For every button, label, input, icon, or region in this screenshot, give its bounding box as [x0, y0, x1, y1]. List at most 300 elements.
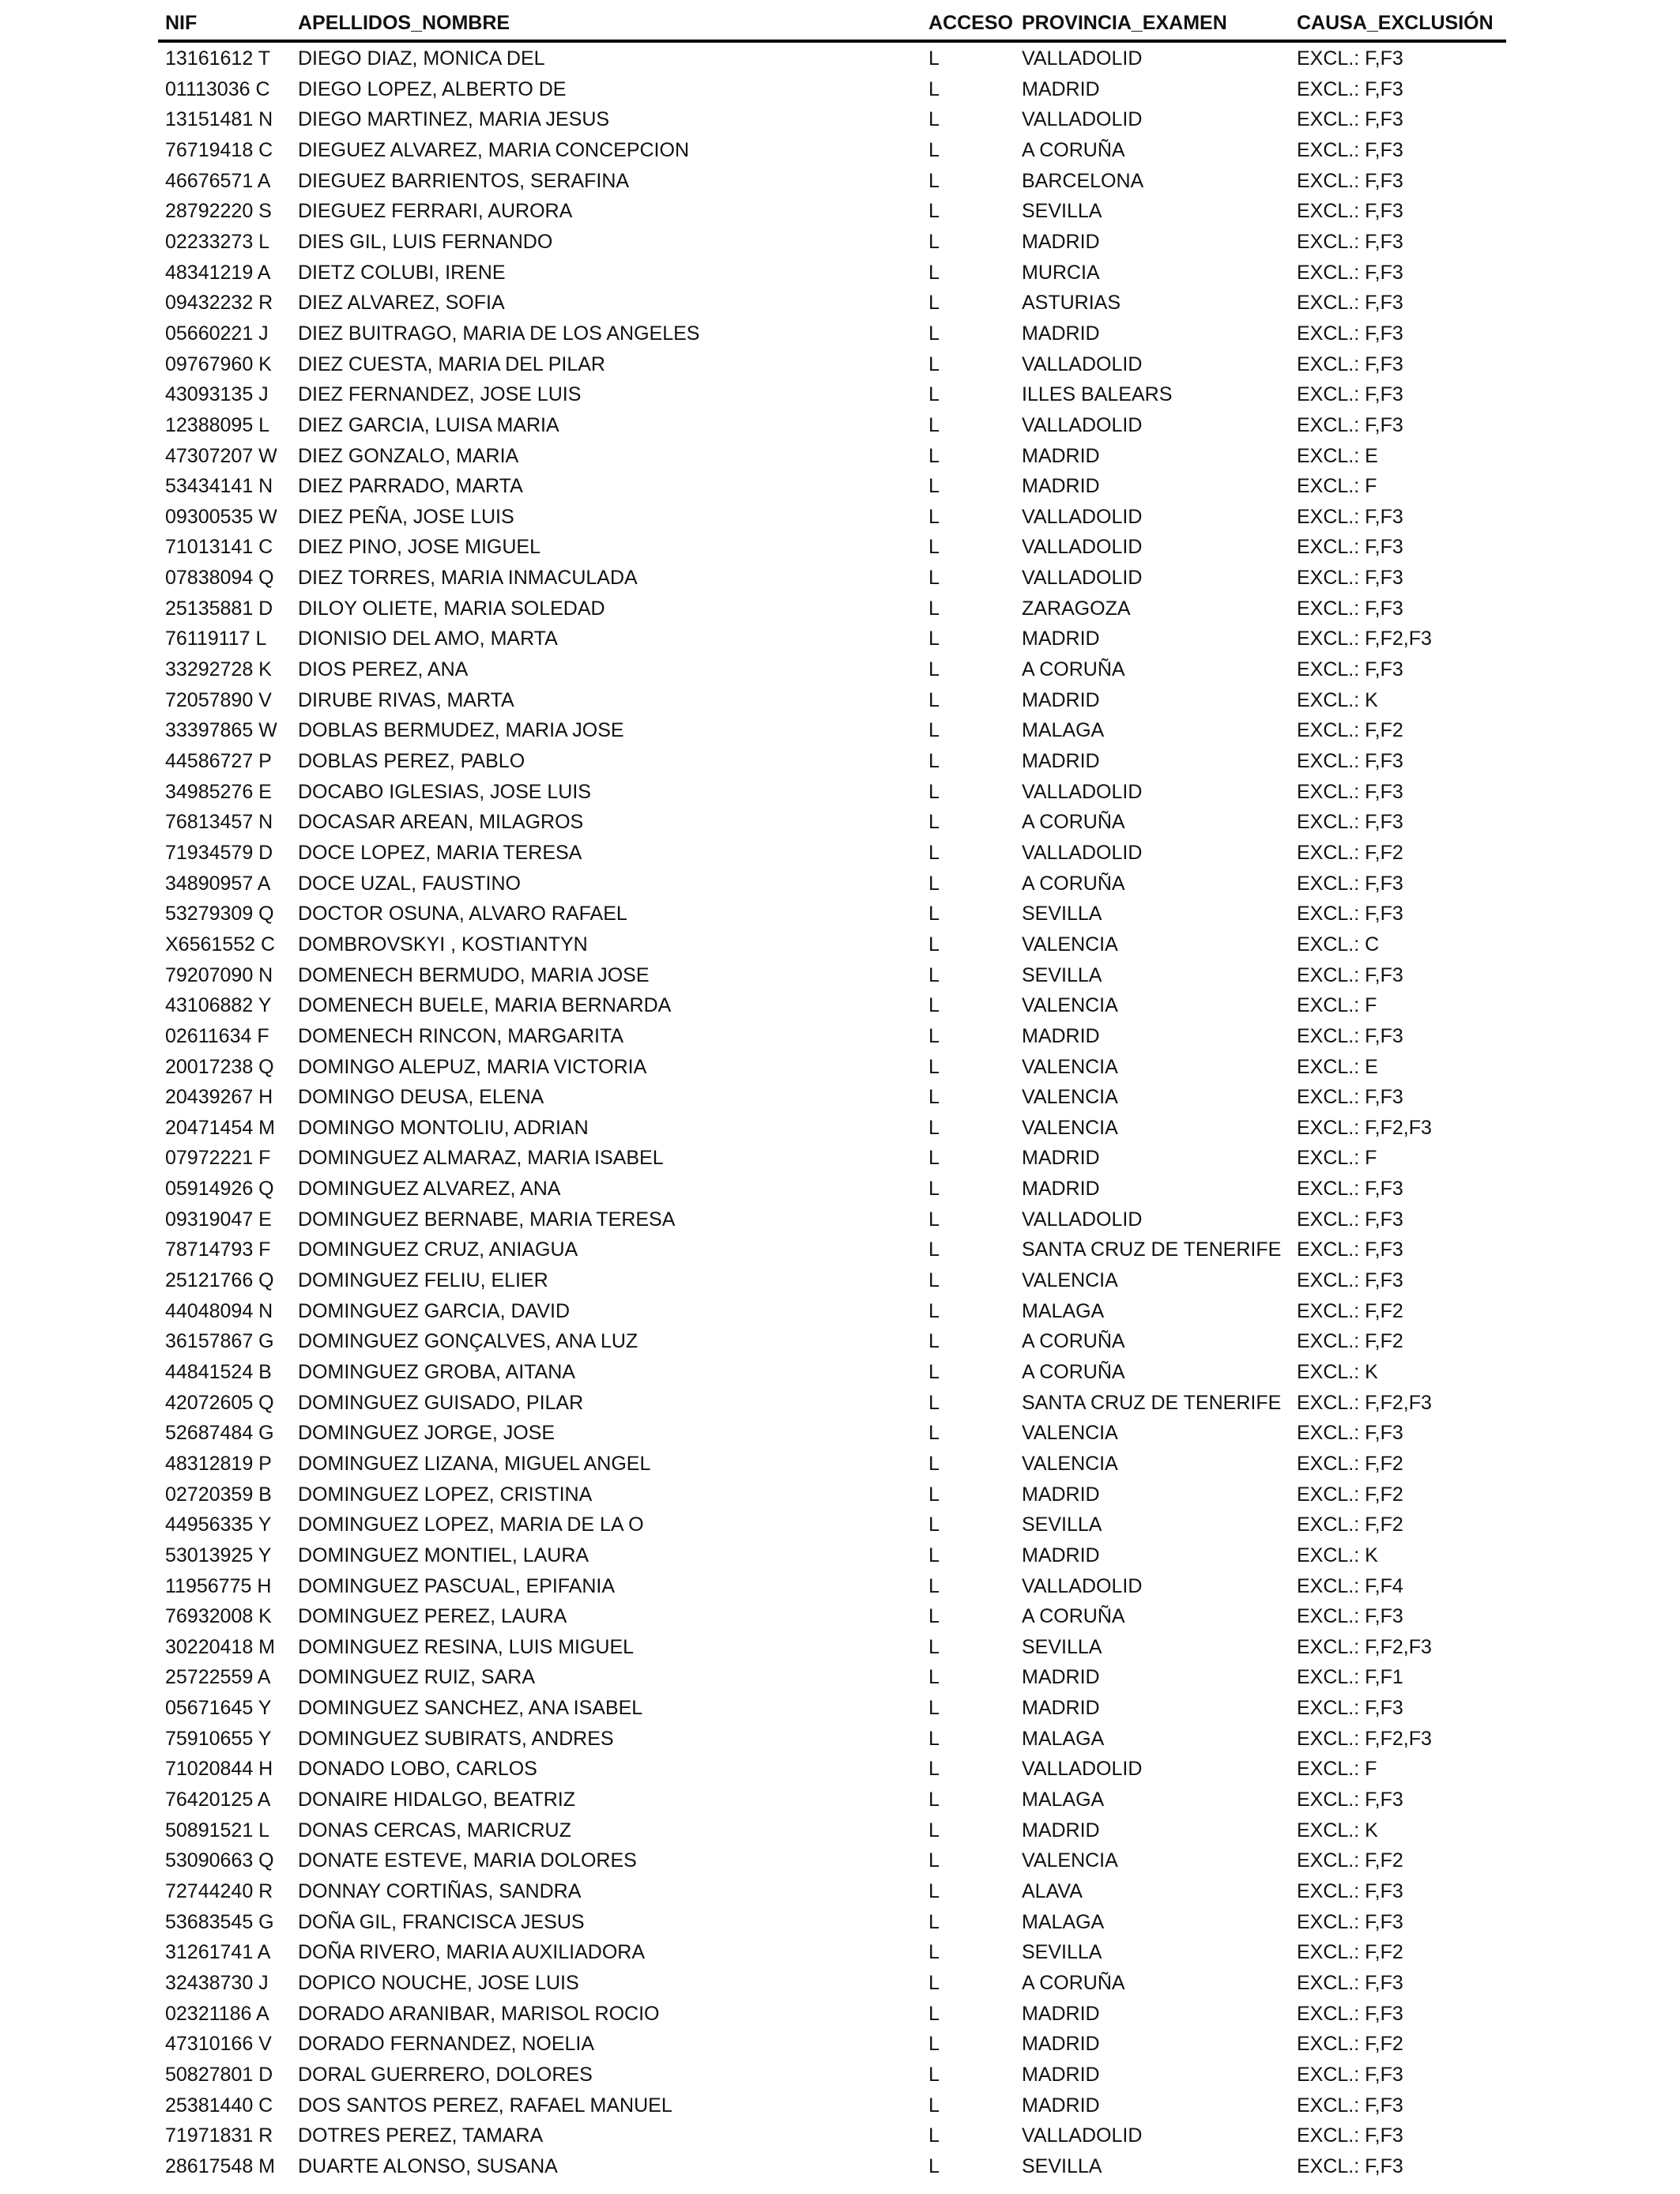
row-causa: EXCL.: F,F2	[1297, 1483, 1403, 1506]
table-row	[0, 990, 1680, 1020]
row-acceso: L	[929, 47, 940, 70]
table-row	[0, 685, 1680, 715]
row-apellidos-nombre: DONNAY CORTIÑAS, SANDRA	[298, 1880, 582, 1902]
row-causa: EXCL.: F,F3	[1297, 536, 1403, 559]
table-row	[0, 1113, 1680, 1143]
row-causa: EXCL.: F,F2,F3	[1297, 628, 1432, 650]
row-apellidos-nombre: DOTRES PEREZ, TAMARA	[298, 2124, 544, 2147]
row-apellidos-nombre: DORADO ARANIBAR, MARISOL ROCIO	[298, 2002, 660, 2025]
row-acceso: L	[929, 2063, 940, 2086]
row-acceso: L	[929, 413, 940, 436]
row-apellidos-nombre: DIEGO LOPEZ, ALBERTO DE	[298, 77, 567, 100]
row-nif: X6561552 C	[165, 933, 276, 956]
row-nif: 33292728 K	[165, 658, 272, 680]
table-row	[0, 196, 1680, 226]
table-row	[0, 2060, 1680, 2090]
table-row	[0, 1418, 1680, 1448]
row-nif: 53279309 Q	[165, 903, 274, 925]
row-nif: 11956775 H	[165, 1574, 272, 1597]
row-causa: EXCL.: F,F3	[1297, 1208, 1403, 1231]
row-provincia: ALAVA	[1022, 1880, 1083, 1902]
row-apellidos-nombre: DOÑA GIL, FRANCISCA JESUS	[298, 1910, 585, 1933]
row-nif: 07838094 Q	[165, 567, 274, 589]
row-apellidos-nombre: DOMINGUEZ GROBA, AITANA	[298, 1361, 575, 1383]
row-provincia: MADRID	[1022, 2094, 1100, 2117]
row-nif: 76932008 K	[165, 1605, 272, 1628]
row-causa: EXCL.: F,F3	[1297, 2063, 1403, 2086]
row-provincia: A CORUÑA	[1022, 811, 1125, 834]
row-causa: EXCL.: F,F3	[1297, 903, 1403, 925]
row-acceso: L	[929, 933, 940, 956]
row-provincia: VALLADOLID	[1022, 567, 1143, 589]
row-causa: EXCL.: F,F3	[1297, 47, 1403, 70]
row-apellidos-nombre: DUARTE ALONSO, SUSANA	[298, 2154, 558, 2177]
row-nif: 76719418 C	[165, 138, 273, 161]
row-provincia: A CORUÑA	[1022, 1330, 1125, 1353]
row-provincia: MADRID	[1022, 1697, 1100, 1720]
row-nif: 79207090 N	[165, 963, 273, 986]
row-nif: 53434141 N	[165, 475, 273, 498]
row-acceso: L	[929, 1666, 940, 1689]
row-provincia: VALLADOLID	[1022, 536, 1143, 559]
row-provincia: MADRID	[1022, 1147, 1100, 1170]
row-provincia: VALLADOLID	[1022, 1208, 1143, 1231]
table-row	[0, 1265, 1680, 1295]
row-apellidos-nombre: DOMINGUEZ JORGE, JOSE	[298, 1422, 556, 1445]
table-row	[0, 1937, 1680, 1967]
row-nif: 02720359 B	[165, 1483, 272, 1506]
row-apellidos-nombre: DIEZ FERNANDEZ, JOSE LUIS	[298, 383, 582, 406]
row-acceso: L	[929, 1574, 940, 1597]
row-causa: EXCL.: F	[1297, 994, 1377, 1017]
row-acceso: L	[929, 1910, 940, 1933]
row-nif: 72744240 R	[165, 1880, 273, 1902]
row-provincia: MADRID	[1022, 1178, 1100, 1200]
row-causa: EXCL.: K	[1297, 688, 1378, 711]
row-acceso: L	[929, 1269, 940, 1291]
row-apellidos-nombre: DOMINGUEZ GONÇALVES, ANA LUZ	[298, 1330, 638, 1353]
row-apellidos-nombre: DIETZ COLUBI, IRENE	[298, 261, 506, 284]
row-acceso: L	[929, 1514, 940, 1536]
row-acceso: L	[929, 719, 940, 742]
row-provincia: VALENCIA	[1022, 1086, 1118, 1109]
row-causa: EXCL.: F,F3	[1297, 963, 1403, 986]
row-acceso: L	[929, 1361, 940, 1383]
row-acceso: L	[929, 1941, 940, 1964]
row-causa: EXCL.: F,F1	[1297, 1666, 1403, 1689]
row-acceso: L	[929, 2124, 940, 2147]
row-provincia: A CORUÑA	[1022, 1971, 1125, 1994]
row-nif: 71020844 H	[165, 1758, 273, 1781]
row-apellidos-nombre: DOBLAS PEREZ, PABLO	[298, 749, 525, 772]
row-acceso: L	[929, 963, 940, 986]
row-apellidos-nombre: DOMINGO ALEPUZ, MARIA VICTORIA	[298, 1055, 647, 1078]
row-causa: EXCL.: F,F3	[1297, 352, 1403, 375]
row-nif: 53683545 G	[165, 1910, 274, 1933]
row-apellidos-nombre: DOMINGUEZ LOPEZ, MARIA DE LA O	[298, 1514, 644, 1536]
row-causa: EXCL.: F,F3	[1297, 413, 1403, 436]
row-acceso: L	[929, 108, 940, 131]
table-row	[0, 1388, 1680, 1418]
row-nif: 50827801 D	[165, 2063, 273, 2086]
row-causa: EXCL.: F,F3	[1297, 1024, 1403, 1047]
table-row	[0, 1143, 1680, 1173]
row-provincia: SANTA CRUZ DE TENERIFE	[1022, 1238, 1282, 1261]
row-acceso: L	[929, 1727, 940, 1750]
row-apellidos-nombre: DOCASAR AREAN, MILAGROS	[298, 811, 584, 834]
row-nif: 09319047 E	[165, 1208, 272, 1231]
row-acceso: L	[929, 261, 940, 284]
row-acceso: L	[929, 1789, 940, 1811]
row-provincia: VALLADOLID	[1022, 1574, 1143, 1597]
row-acceso: L	[929, 292, 940, 315]
row-provincia: MALAGA	[1022, 1299, 1105, 1322]
row-nif: 34985276 E	[165, 780, 272, 803]
row-nif: 20471454 M	[165, 1116, 276, 1139]
row-acceso: L	[929, 230, 940, 253]
row-acceso: L	[929, 505, 940, 528]
row-nif: 44841524 B	[165, 1361, 272, 1383]
row-apellidos-nombre: DOMINGUEZ GARCIA, DAVID	[298, 1299, 571, 1322]
row-causa: EXCL.: F,F3	[1297, 1697, 1403, 1720]
row-nif: 50891521 L	[165, 1819, 270, 1842]
row-causa: EXCL.: F,F3	[1297, 200, 1403, 223]
row-causa: EXCL.: F,F3	[1297, 658, 1403, 680]
table-row	[0, 1021, 1680, 1051]
row-acceso: L	[929, 138, 940, 161]
row-apellidos-nombre: DIEZ BUITRAGO, MARIA DE LOS ANGELES	[298, 322, 700, 345]
row-acceso: L	[929, 780, 940, 803]
row-apellidos-nombre: DOMENECH BUELE, MARIA BERNARDA	[298, 994, 672, 1017]
row-apellidos-nombre: DIEGUEZ ALVAREZ, MARIA CONCEPCION	[298, 138, 689, 161]
row-acceso: L	[929, 567, 940, 589]
row-nif: 13161612 T	[165, 47, 270, 70]
row-provincia: A CORUÑA	[1022, 872, 1125, 895]
row-acceso: L	[929, 1452, 940, 1475]
table-row	[0, 502, 1680, 532]
row-acceso: L	[929, 1147, 940, 1170]
row-nif: 43093135 J	[165, 383, 269, 406]
row-causa: EXCL.: F,F2	[1297, 1849, 1403, 1872]
row-causa: EXCL.: F,F3	[1297, 77, 1403, 100]
row-acceso: L	[929, 872, 940, 895]
row-causa: EXCL.: F,F3	[1297, 1910, 1403, 1933]
table-row	[0, 2151, 1680, 2181]
table-row	[0, 807, 1680, 837]
row-acceso: L	[929, 1605, 940, 1628]
table-row	[0, 1968, 1680, 1998]
row-provincia: MADRID	[1022, 444, 1100, 467]
table-row	[0, 563, 1680, 593]
table-row	[0, 1662, 1680, 1692]
row-causa: EXCL.: F,F2	[1297, 1941, 1403, 1964]
row-provincia: SEVILLA	[1022, 903, 1102, 925]
row-causa: EXCL.: F,F2	[1297, 841, 1403, 864]
row-causa: EXCL.: F,F3	[1297, 230, 1403, 253]
row-nif: 76119117 L	[165, 628, 267, 650]
row-causa: EXCL.: F,F3	[1297, 1971, 1403, 1994]
row-causa: EXCL.: F,F2,F3	[1297, 1391, 1432, 1414]
row-provincia: MADRID	[1022, 322, 1100, 345]
row-causa: EXCL.: F,F3	[1297, 1178, 1403, 1200]
row-apellidos-nombre: DOMBROVSKYI , KOSTIANTYN	[298, 933, 588, 956]
row-apellidos-nombre: DOCTOR OSUNA, ALVARO RAFAEL	[298, 903, 627, 925]
row-acceso: L	[929, 1178, 940, 1200]
row-nif: 31261741 A	[165, 1941, 271, 1964]
row-causa: EXCL.: F,F2,F3	[1297, 1635, 1432, 1658]
row-causa: EXCL.: F,F3	[1297, 1605, 1403, 1628]
table-row	[0, 1724, 1680, 1754]
row-provincia: VALENCIA	[1022, 1422, 1118, 1445]
row-acceso: L	[929, 1880, 940, 1902]
row-acceso: L	[929, 994, 940, 1017]
row-causa: EXCL.: F,F3	[1297, 1422, 1403, 1445]
table-row	[0, 471, 1680, 501]
row-nif: 09432232 R	[165, 292, 273, 315]
row-causa: EXCL.: F,F2,F3	[1297, 1727, 1432, 1750]
row-apellidos-nombre: DIEGO MARTINEZ, MARIA JESUS	[298, 108, 610, 131]
table-row	[0, 379, 1680, 409]
row-nif: 05914926 Q	[165, 1178, 274, 1200]
row-provincia: MADRID	[1022, 1819, 1100, 1842]
row-apellidos-nombre: DONADO LOBO, CARLOS	[298, 1758, 537, 1781]
row-apellidos-nombre: DIEZ TORRES, MARIA INMACULADA	[298, 567, 638, 589]
row-acceso: L	[929, 1208, 940, 1231]
table-row	[0, 1815, 1680, 1845]
row-apellidos-nombre: DOMINGUEZ ALMARAZ, MARIA ISABEL	[298, 1147, 664, 1170]
row-provincia: SEVILLA	[1022, 1941, 1102, 1964]
row-provincia: VALENCIA	[1022, 1055, 1118, 1078]
row-apellidos-nombre: DOMENECH BERMUDO, MARIA JOSE	[298, 963, 650, 986]
row-nif: 48312819 P	[165, 1452, 272, 1475]
row-causa: EXCL.: F,F3	[1297, 597, 1403, 620]
table-row	[0, 349, 1680, 379]
table-row	[0, 2120, 1680, 2151]
table-row	[0, 1601, 1680, 1631]
table-row	[0, 624, 1680, 654]
row-causa: EXCL.: F,F3	[1297, 169, 1403, 192]
row-apellidos-nombre: DOMINGUEZ GUISADO, PILAR	[298, 1391, 584, 1414]
row-nif: 48341219 A	[165, 261, 271, 284]
row-nif: 25121766 Q	[165, 1269, 274, 1291]
row-apellidos-nombre: DOÑA RIVERO, MARIA AUXILIADORA	[298, 1941, 646, 1964]
table-row	[0, 1052, 1680, 1082]
row-apellidos-nombre: DOMINGUEZ SANCHEZ, ANA ISABEL	[298, 1697, 643, 1720]
row-apellidos-nombre: DOMINGUEZ MONTIEL, LAURA	[298, 1544, 590, 1566]
table-row	[0, 899, 1680, 929]
row-causa: EXCL.: F,F3	[1297, 1086, 1403, 1109]
row-acceso: L	[929, 597, 940, 620]
row-provincia: SEVILLA	[1022, 2154, 1102, 2177]
table-row	[0, 715, 1680, 745]
row-apellidos-nombre: DOMINGUEZ FELIU, ELIER	[298, 1269, 548, 1291]
row-apellidos-nombre: DOMINGUEZ LIZANA, MIGUEL ANGEL	[298, 1452, 651, 1475]
row-causa: EXCL.: F,F2	[1297, 1452, 1403, 1475]
table-row	[0, 227, 1680, 257]
row-causa: EXCL.: F,F3	[1297, 1880, 1403, 1902]
row-causa: EXCL.: F,F2	[1297, 1330, 1403, 1353]
row-provincia: MADRID	[1022, 1483, 1100, 1506]
row-causa: EXCL.: F,F3	[1297, 2154, 1403, 2177]
row-provincia: A CORUÑA	[1022, 1361, 1125, 1383]
table-row	[0, 1174, 1680, 1204]
row-nif: 47307207 W	[165, 444, 277, 467]
row-nif: 76813457 N	[165, 811, 273, 834]
row-provincia: MADRID	[1022, 2063, 1100, 2086]
row-provincia: VALLADOLID	[1022, 352, 1143, 375]
row-apellidos-nombre: DOCABO IGLESIAS, JOSE LUIS	[298, 780, 591, 803]
table-row	[0, 594, 1680, 624]
row-provincia: VALENCIA	[1022, 994, 1118, 1017]
row-apellidos-nombre: DIEZ CUESTA, MARIA DEL PILAR	[298, 352, 605, 375]
row-nif: 44048094 N	[165, 1299, 273, 1322]
row-apellidos-nombre: DONAS CERCAS, MARICRUZ	[298, 1819, 571, 1842]
row-nif: 71971831 R	[165, 2124, 273, 2147]
row-causa: EXCL.: F,F3	[1297, 322, 1403, 345]
row-acceso: L	[929, 749, 940, 772]
row-nif: 78714793 F	[165, 1238, 271, 1261]
table-row	[0, 1235, 1680, 1265]
row-apellidos-nombre: DIEZ PARRADO, MARTA	[298, 475, 523, 498]
row-causa: EXCL.: K	[1297, 1361, 1378, 1383]
table-row	[0, 1907, 1680, 1937]
row-apellidos-nombre: DOMINGUEZ BERNABE, MARIA TERESA	[298, 1208, 676, 1231]
row-acceso: L	[929, 1422, 940, 1445]
row-causa: EXCL.: F,F3	[1297, 872, 1403, 895]
row-nif: 25722559 A	[165, 1666, 271, 1689]
row-nif: 36157867 G	[165, 1330, 274, 1353]
row-nif: 71934579 D	[165, 841, 273, 864]
row-provincia: A CORUÑA	[1022, 138, 1125, 161]
row-provincia: MADRID	[1022, 1544, 1100, 1566]
row-provincia: MALAGA	[1022, 1910, 1105, 1933]
table-row	[0, 1357, 1680, 1387]
row-nif: 28792220 S	[165, 200, 272, 223]
row-provincia: MALAGA	[1022, 1727, 1105, 1750]
table-row	[0, 1540, 1680, 1570]
row-provincia: VALENCIA	[1022, 1849, 1118, 1872]
table-header	[0, 8, 1680, 38]
row-acceso: L	[929, 1238, 940, 1261]
row-nif: 13151481 N	[165, 108, 273, 131]
row-causa: EXCL.: F,F2	[1297, 2033, 1403, 2056]
row-apellidos-nombre: DORADO FERNANDEZ, NOELIA	[298, 2033, 595, 2056]
table-row	[0, 1449, 1680, 1479]
row-causa: EXCL.: F,F3	[1297, 1269, 1403, 1291]
table-row	[0, 654, 1680, 684]
row-apellidos-nombre: DIEZ ALVAREZ, SOFIA	[298, 292, 505, 315]
row-apellidos-nombre: DIEZ PEÑA, JOSE LUIS	[298, 505, 514, 528]
row-apellidos-nombre: DIEZ PINO, JOSE MIGUEL	[298, 536, 541, 559]
table-row	[0, 410, 1680, 440]
row-nif: 52687484 G	[165, 1422, 274, 1445]
row-nif: 02611634 F	[165, 1024, 269, 1047]
row-causa: EXCL.: E	[1297, 444, 1378, 467]
row-nif: 44586727 P	[165, 749, 272, 772]
table-row	[0, 777, 1680, 807]
row-acceso: L	[929, 169, 940, 192]
row-causa: EXCL.: C	[1297, 933, 1380, 956]
row-nif: 05671645 Y	[165, 1697, 272, 1720]
row-causa: EXCL.: F,F3	[1297, 138, 1403, 161]
row-nif: 12388095 L	[165, 413, 270, 436]
row-provincia: MADRID	[1022, 1666, 1100, 1689]
table-row	[0, 1082, 1680, 1112]
row-apellidos-nombre: DOMENECH RINCON, MARGARITA	[298, 1024, 624, 1047]
row-causa: EXCL.: F,F3	[1297, 505, 1403, 528]
row-acceso: L	[929, 2154, 940, 2177]
row-acceso: L	[929, 2033, 940, 2056]
row-provincia: A CORUÑA	[1022, 658, 1125, 680]
row-nif: 34890957 A	[165, 872, 271, 895]
table-row	[0, 1204, 1680, 1235]
table-row	[0, 166, 1680, 196]
row-causa: EXCL.: F,F3	[1297, 1789, 1403, 1811]
row-provincia: MALAGA	[1022, 719, 1105, 742]
table-row	[0, 135, 1680, 165]
row-acceso: L	[929, 444, 940, 467]
row-provincia: A CORUÑA	[1022, 1605, 1125, 1628]
table-row	[0, 1571, 1680, 1601]
row-acceso: L	[929, 383, 940, 406]
row-provincia: ZARAGOZA	[1022, 597, 1131, 620]
row-nif: 76420125 A	[165, 1789, 271, 1811]
table-row	[0, 532, 1680, 562]
row-nif: 30220418 M	[165, 1635, 276, 1658]
row-provincia: MADRID	[1022, 475, 1100, 498]
row-nif: 43106882 Y	[165, 994, 272, 1017]
row-acceso: L	[929, 903, 940, 925]
row-causa: EXCL.: F	[1297, 1758, 1377, 1781]
row-apellidos-nombre: DIEZ GONZALO, MARIA	[298, 444, 519, 467]
table-row	[0, 1845, 1680, 1875]
row-nif: 20439267 H	[165, 1086, 273, 1109]
row-apellidos-nombre: DOMINGUEZ CRUZ, ANIAGUA	[298, 1238, 578, 1261]
row-provincia: VALENCIA	[1022, 1116, 1118, 1139]
row-apellidos-nombre: DOMINGUEZ RESINA, LUIS MIGUEL	[298, 1635, 635, 1658]
row-apellidos-nombre: DOMINGUEZ ALVAREZ, ANA	[298, 1178, 561, 1200]
row-apellidos-nombre: DIEGUEZ BARRIENTOS, SERAFINA	[298, 169, 630, 192]
row-acceso: L	[929, 1544, 940, 1566]
row-acceso: L	[929, 1697, 940, 1720]
row-apellidos-nombre: DIOS PEREZ, ANA	[298, 658, 469, 680]
row-acceso: L	[929, 2002, 940, 2025]
row-apellidos-nombre: DOMINGUEZ RUIZ, SARA	[298, 1666, 536, 1689]
row-causa: EXCL.: F,F2	[1297, 1299, 1403, 1322]
row-provincia: SEVILLA	[1022, 200, 1102, 223]
row-provincia: SEVILLA	[1022, 1635, 1102, 1658]
row-apellidos-nombre: DOMINGO MONTOLIU, ADRIAN	[298, 1116, 589, 1139]
row-causa: EXCL.: F,F3	[1297, 811, 1403, 834]
row-apellidos-nombre: DONAIRE HIDALGO, BEATRIZ	[298, 1789, 575, 1811]
row-causa: EXCL.: F,F2	[1297, 1514, 1403, 1536]
row-apellidos-nombre: DILOY OLIETE, MARIA SOLEDAD	[298, 597, 605, 620]
row-acceso: L	[929, 658, 940, 680]
row-apellidos-nombre: DOCE LOPEZ, MARIA TERESA	[298, 841, 582, 864]
row-acceso: L	[929, 322, 940, 345]
row-apellidos-nombre: DIEGO DIAZ, MONICA DEL	[298, 47, 545, 70]
row-nif: 71013141 C	[165, 536, 273, 559]
row-provincia: VALLADOLID	[1022, 780, 1143, 803]
row-nif: 07972221 F	[165, 1147, 271, 1170]
row-provincia: MADRID	[1022, 230, 1100, 253]
table-row	[0, 288, 1680, 318]
row-acceso: L	[929, 688, 940, 711]
row-apellidos-nombre: DOMINGUEZ PEREZ, LAURA	[298, 1605, 567, 1628]
row-provincia: VALENCIA	[1022, 1269, 1118, 1291]
row-nif: 02321186 A	[165, 2002, 269, 2025]
row-causa: EXCL.: F,F3	[1297, 2002, 1403, 2025]
